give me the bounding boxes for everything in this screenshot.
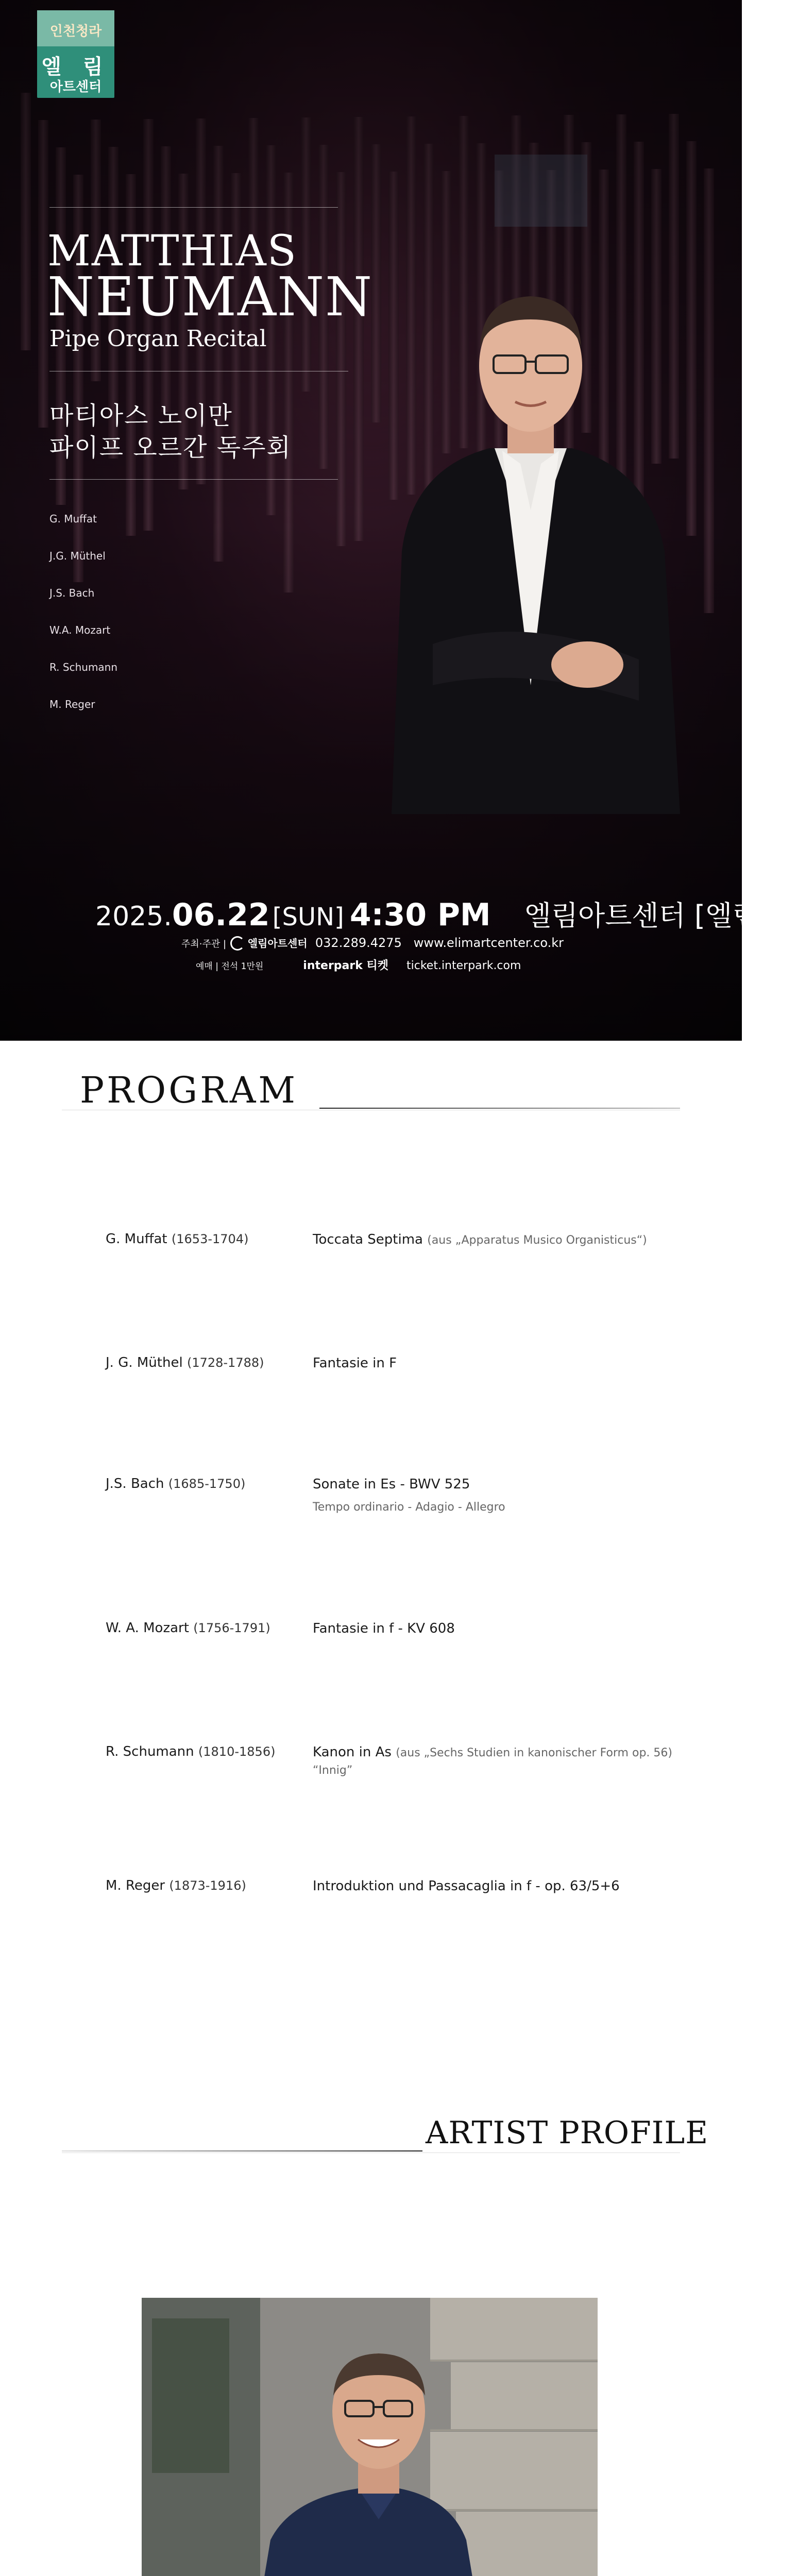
composer-years: (1873-1916) — [169, 1878, 246, 1893]
composer-name: G. Muffat — [106, 1231, 167, 1247]
work-title: Introduktion und Passacaglia in f - op. 63/5+6 — [313, 1878, 620, 1894]
badge-line3: 아트센터 — [49, 79, 102, 95]
composer-item: R. Schumann — [49, 661, 118, 673]
concert-time: 4:30 PM — [349, 897, 491, 933]
composer-years: (1653-1704) — [171, 1232, 249, 1246]
composer-name: J. G. Müthel — [106, 1355, 183, 1370]
elim-logo-icon — [230, 936, 245, 951]
ticket-site-link[interactable]: ticket.interpark.com — [406, 959, 521, 972]
venue-name: 엘림아트센터 [엘림홀] — [524, 900, 797, 932]
program-rule-accent — [319, 1108, 680, 1109]
host-info — [181, 935, 564, 951]
composer-years: (1685-1750) — [168, 1477, 246, 1491]
artist-rule-accent — [62, 2150, 422, 2151]
composer-item: J.S. Bach — [49, 587, 95, 599]
composer-item: M. Reger — [49, 698, 95, 710]
phone-number: 032.289.4275 — [315, 936, 402, 950]
korean-title-line1: 마티아스 노이만 — [49, 401, 233, 430]
ticket-label: 예매 | 전석 1만원 — [196, 961, 264, 972]
work-title: Toccata Septima — [313, 1232, 423, 1247]
program-heading: PROGRAM — [80, 1069, 298, 1111]
performer-first-name: MATTHIAS — [47, 227, 297, 276]
composer-name: M. Reger — [106, 1878, 165, 1893]
concert-poster — [0, 0, 797, 1041]
website-link[interactable]: www.elimartcenter.co.kr — [413, 936, 564, 950]
badge-line2: 엘 림 — [41, 55, 110, 79]
host-label: 주최·주관 | — [181, 939, 227, 950]
composer-years: (1728-1788) — [186, 1355, 264, 1370]
work-title: Fantasie in f - KV 608 — [313, 1621, 455, 1636]
composer-name: W. A. Mozart — [106, 1620, 189, 1636]
work-title: Sonate in Es - BWV 525 — [313, 1477, 470, 1492]
interpark-logo: interpark 티켓 — [303, 959, 389, 972]
ticket-info — [196, 957, 521, 973]
date-year: 2025. — [95, 901, 172, 932]
divider — [49, 479, 338, 480]
performer-portrait — [371, 222, 690, 814]
artist-heading: ARTIST PROFILE — [426, 2115, 709, 2151]
composer-years: (1756-1791) — [193, 1621, 270, 1635]
badge-line1: 인천청라 — [49, 24, 102, 39]
performer-last-name: NEUMANN — [47, 265, 374, 328]
recital-subtitle: Pipe Organ Recital — [49, 326, 267, 352]
korean-title-line2: 파이프 오르간 독주회 — [49, 433, 292, 462]
composer-item: J.G. Müthel — [49, 550, 106, 562]
date-time-venue — [95, 894, 797, 934]
work-note: (aus „Sechs Studien in kanonischer Form op. 56) “Innig” — [313, 1747, 672, 1777]
composer-name: R. Schumann — [106, 1744, 194, 1759]
host-name: 엘림아트센터 — [247, 937, 308, 950]
date-weekday: [SUN] — [272, 903, 344, 931]
divider — [49, 207, 338, 208]
work-title: Kanon in As — [313, 1744, 392, 1760]
artist-photo — [142, 2298, 598, 2576]
work-note: (aus „Apparatus Musico Organisticus“) — [427, 1234, 647, 1247]
composer-item: G. Muffat — [49, 513, 97, 525]
composer-list — [49, 513, 117, 735]
composer-years: (1810-1856) — [198, 1744, 276, 1759]
venue-badge — [37, 10, 114, 98]
work-movements: Tempo ordinario - Adagio - Allegro — [313, 1501, 505, 1514]
composer-name: J.S. Bach — [106, 1476, 164, 1492]
date-day: 06.22 — [172, 897, 270, 933]
work-title: Fantasie in F — [313, 1355, 397, 1371]
composer-item: W.A. Mozart — [49, 624, 111, 636]
